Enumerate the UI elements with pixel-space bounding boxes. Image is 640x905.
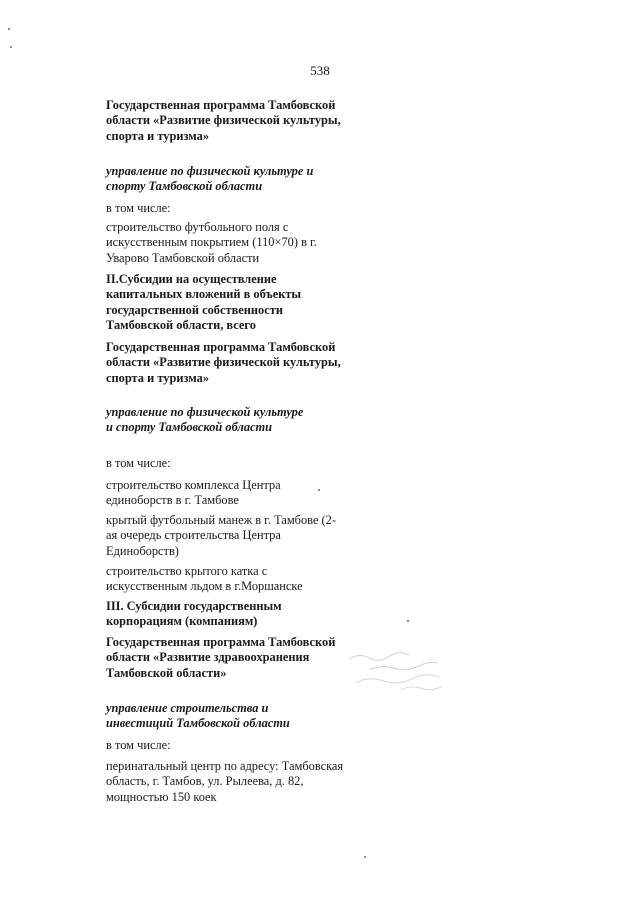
row-name: в том числе: [106,201,171,215]
row-name: управление по физической культуре и спорту Тамбовской области [106,164,314,194]
row-name: в том числе: [106,456,171,470]
row-name: перинатальный центр по адресу: Тамбовская область, г. Тамбов, ул. Рылеева, д. 82, мощностью 150 коек [106,759,344,804]
row-name: строительство комплекса Центра единоборств в г. Тамбове [106,478,281,508]
scan-speck [318,489,320,491]
row-name: управление по физической культуре и спорту Тамбовской области [106,405,304,435]
scan-speck [8,28,10,30]
row-name: III. Субсидии государственным корпорациям (компаниям) [106,599,282,629]
row-name: строительство футбольного поля с искусственным покрытием (110×70) в г. Уварово Тамбовской области [106,220,317,265]
page-number: 538 [310,63,330,78]
row-name: II.Субсидии на осуществление капитальных вложений в объекты государственной собственности Тамбовской области, всего [106,272,302,333]
scan-speck [10,46,12,48]
row-name: управление строительства и инвестиций Тамбовской области [106,701,290,731]
stamp-remnant [338,640,481,702]
stamp-scribble-icon [338,640,481,702]
row-name: Государственная программа Тамбовской области «Развитие физической культуры, спорта и туризма» [106,98,341,143]
row-name: крытый футбольный манеж в г. Тамбове (2-ая очередь строительства Центра Единоборств) [106,513,336,558]
scan-speck [407,620,409,622]
row-name: Государственная программа Тамбовской области «Развитие здравоохранения Тамбовской области» [106,635,336,680]
row-name: строительство крытого катка с искусственным льдом в г.Моршанске [106,564,303,594]
row-name: Государственная программа Тамбовской области «Развитие физической культуры, спорта и туризма» [106,340,341,385]
row-name: в том числе: [106,738,171,752]
scan-speck [364,856,366,858]
